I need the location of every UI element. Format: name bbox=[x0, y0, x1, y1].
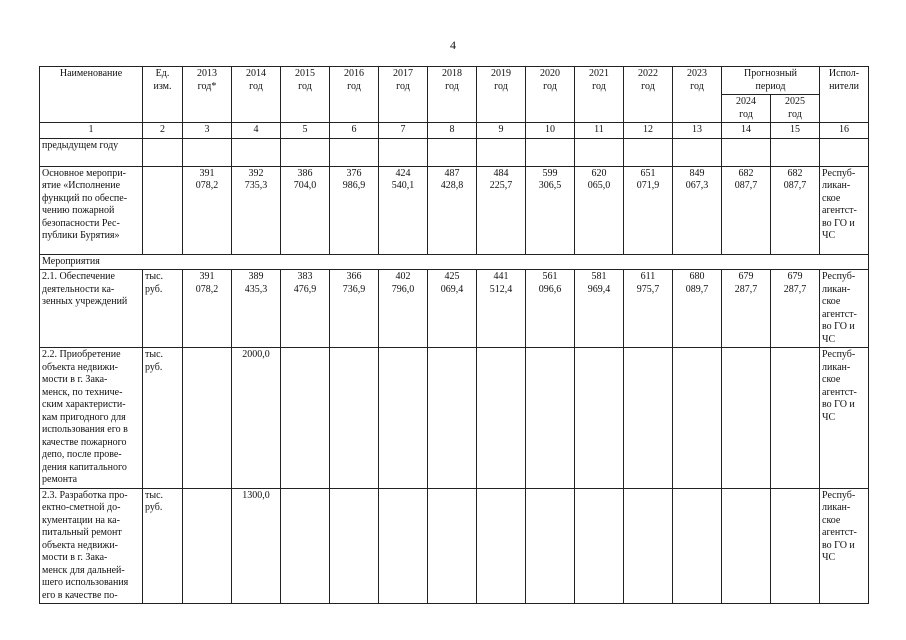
value-cell bbox=[232, 138, 281, 166]
value-cell: 484 225,7 bbox=[477, 166, 526, 254]
header-2021: 2021 год bbox=[575, 67, 624, 123]
column-number: 4 bbox=[232, 123, 281, 139]
column-number: 9 bbox=[477, 123, 526, 139]
value-cell bbox=[281, 348, 330, 489]
value-cell: 680 089,7 bbox=[673, 270, 722, 348]
value-cell bbox=[526, 488, 575, 604]
row-name: 2.3. Разработка про- ектно-сметной до- кументации на ка- питальный ремонт объекта недвижи- мости в г. Зака- менск для дальней- шего использования его в качестве по- bbox=[40, 488, 143, 604]
table-row bbox=[40, 166, 869, 254]
value-cell bbox=[673, 488, 722, 604]
row-unit: тыс. руб. bbox=[143, 488, 183, 604]
value-cell bbox=[330, 488, 379, 604]
section-label: Мероприятия bbox=[40, 254, 869, 270]
value-cell bbox=[722, 348, 771, 489]
column-number: 15 bbox=[771, 123, 820, 139]
value-cell: 2000,0 bbox=[232, 348, 281, 489]
value-cell bbox=[575, 138, 624, 166]
section-row bbox=[40, 254, 869, 270]
value-cell: 1300,0 bbox=[232, 488, 281, 604]
value-cell bbox=[477, 348, 526, 489]
column-number: 7 bbox=[379, 123, 428, 139]
value-cell bbox=[281, 488, 330, 604]
value-cell bbox=[722, 138, 771, 166]
column-number: 12 bbox=[624, 123, 673, 139]
value-cell bbox=[379, 488, 428, 604]
value-cell: 392 735,3 bbox=[232, 166, 281, 254]
value-cell bbox=[673, 348, 722, 489]
header-2024: 2024 год bbox=[722, 95, 771, 123]
table-row bbox=[40, 138, 869, 166]
header-2022: 2022 год bbox=[624, 67, 673, 123]
header-forecast: Прогнозный период bbox=[722, 67, 820, 95]
value-cell bbox=[526, 348, 575, 489]
value-cell: 682 087,7 bbox=[771, 166, 820, 254]
value-cell: 620 065,0 bbox=[575, 166, 624, 254]
row-name: предыдущем году bbox=[40, 138, 143, 166]
value-cell bbox=[379, 138, 428, 166]
value-cell: 561 096,6 bbox=[526, 270, 575, 348]
value-cell: 611 975,7 bbox=[624, 270, 673, 348]
column-number: 3 bbox=[183, 123, 232, 139]
header-2020: 2020 год bbox=[526, 67, 575, 123]
value-cell bbox=[624, 348, 673, 489]
value-cell bbox=[281, 138, 330, 166]
value-cell: 383 476,9 bbox=[281, 270, 330, 348]
value-cell: 487 428,8 bbox=[428, 166, 477, 254]
value-cell: 376 986,9 bbox=[330, 166, 379, 254]
column-number: 13 bbox=[673, 123, 722, 139]
header-unit: Ед. изм. bbox=[143, 67, 183, 123]
column-number: 11 bbox=[575, 123, 624, 139]
row-executor: Респуб- ликан- ское агентст- во ГО и ЧС bbox=[820, 488, 869, 604]
value-cell bbox=[771, 348, 820, 489]
column-number: 2 bbox=[143, 123, 183, 139]
value-cell bbox=[624, 138, 673, 166]
value-cell: 581 969,4 bbox=[575, 270, 624, 348]
value-cell bbox=[722, 488, 771, 604]
value-cell bbox=[330, 138, 379, 166]
value-cell: 682 087,7 bbox=[722, 166, 771, 254]
value-cell: 599 306,5 bbox=[526, 166, 575, 254]
program-table bbox=[39, 66, 869, 604]
row-unit: тыс. руб. bbox=[143, 348, 183, 489]
header-2019: 2019 год bbox=[477, 67, 526, 123]
row-name: Основное меропри- ятие «Исполнение функций по обеспе- чению пожарной безопасности Рес- публики Бурятия» bbox=[40, 166, 143, 254]
row-unit bbox=[143, 166, 183, 254]
column-number: 10 bbox=[526, 123, 575, 139]
value-cell bbox=[183, 348, 232, 489]
value-cell bbox=[575, 488, 624, 604]
column-number: 5 bbox=[281, 123, 330, 139]
value-cell bbox=[673, 138, 722, 166]
value-cell: 849 067,3 bbox=[673, 166, 722, 254]
value-cell: 391 078,2 bbox=[183, 166, 232, 254]
column-number: 1 bbox=[40, 123, 143, 139]
value-cell bbox=[526, 138, 575, 166]
row-unit: тыс. руб. bbox=[143, 270, 183, 348]
column-number-row bbox=[40, 123, 869, 139]
value-cell: 679 287,7 bbox=[771, 270, 820, 348]
value-cell bbox=[330, 348, 379, 489]
value-cell bbox=[771, 138, 820, 166]
value-cell bbox=[183, 488, 232, 604]
value-cell: 366 736,9 bbox=[330, 270, 379, 348]
row-executor: Респуб- ликан- ское агентст- во ГО и ЧС bbox=[820, 270, 869, 348]
row-name: 2.1. Обеспечение деятельности ка- зенных учреждений bbox=[40, 270, 143, 348]
value-cell: 424 540,1 bbox=[379, 166, 428, 254]
table-row bbox=[40, 488, 869, 604]
value-cell bbox=[428, 138, 477, 166]
value-cell bbox=[379, 348, 428, 489]
value-cell: 402 796,0 bbox=[379, 270, 428, 348]
header-2013: 2013 год* bbox=[183, 67, 232, 123]
value-cell: 679 287,7 bbox=[722, 270, 771, 348]
header-2025: 2025 год bbox=[771, 95, 820, 123]
column-number: 14 bbox=[722, 123, 771, 139]
page-number: 4 bbox=[450, 38, 456, 52]
value-cell bbox=[183, 138, 232, 166]
column-number: 16 bbox=[820, 123, 869, 139]
row-executor bbox=[820, 138, 869, 166]
row-executor: Респуб- ликан- ское агентст- во ГО и ЧС bbox=[820, 348, 869, 489]
value-cell bbox=[477, 138, 526, 166]
header-2023: 2023 год bbox=[673, 67, 722, 123]
header-2018: 2018 год bbox=[428, 67, 477, 123]
value-cell bbox=[477, 488, 526, 604]
value-cell bbox=[624, 488, 673, 604]
header-2015: 2015 год bbox=[281, 67, 330, 123]
value-cell: 425 069,4 bbox=[428, 270, 477, 348]
value-cell bbox=[771, 488, 820, 604]
header-2016: 2016 год bbox=[330, 67, 379, 123]
header-executors: Испол- нители bbox=[820, 67, 869, 123]
value-cell: 386 704,0 bbox=[281, 166, 330, 254]
header-2014: 2014 год bbox=[232, 67, 281, 123]
column-number: 8 bbox=[428, 123, 477, 139]
table-row bbox=[40, 270, 869, 348]
value-cell bbox=[428, 488, 477, 604]
value-cell: 389 435,3 bbox=[232, 270, 281, 348]
column-number: 6 bbox=[330, 123, 379, 139]
value-cell: 391 078,2 bbox=[183, 270, 232, 348]
header-name: Наименование bbox=[40, 67, 143, 123]
value-cell bbox=[575, 348, 624, 489]
table-row bbox=[40, 348, 869, 489]
value-cell: 651 071,9 bbox=[624, 166, 673, 254]
row-unit bbox=[143, 138, 183, 166]
header-2017: 2017 год bbox=[379, 67, 428, 123]
row-name: 2.2. Приобретение объекта недвижи- мости в г. Зака- менск, по техниче- ским характеристи- кам пригодного для использования его в качестве пожарного депо, после прове- дения капитального ремонта bbox=[40, 348, 143, 489]
value-cell bbox=[428, 348, 477, 489]
value-cell: 441 512,4 bbox=[477, 270, 526, 348]
row-executor: Респуб- ликан- ское агентст- во ГО и ЧС bbox=[820, 166, 869, 254]
